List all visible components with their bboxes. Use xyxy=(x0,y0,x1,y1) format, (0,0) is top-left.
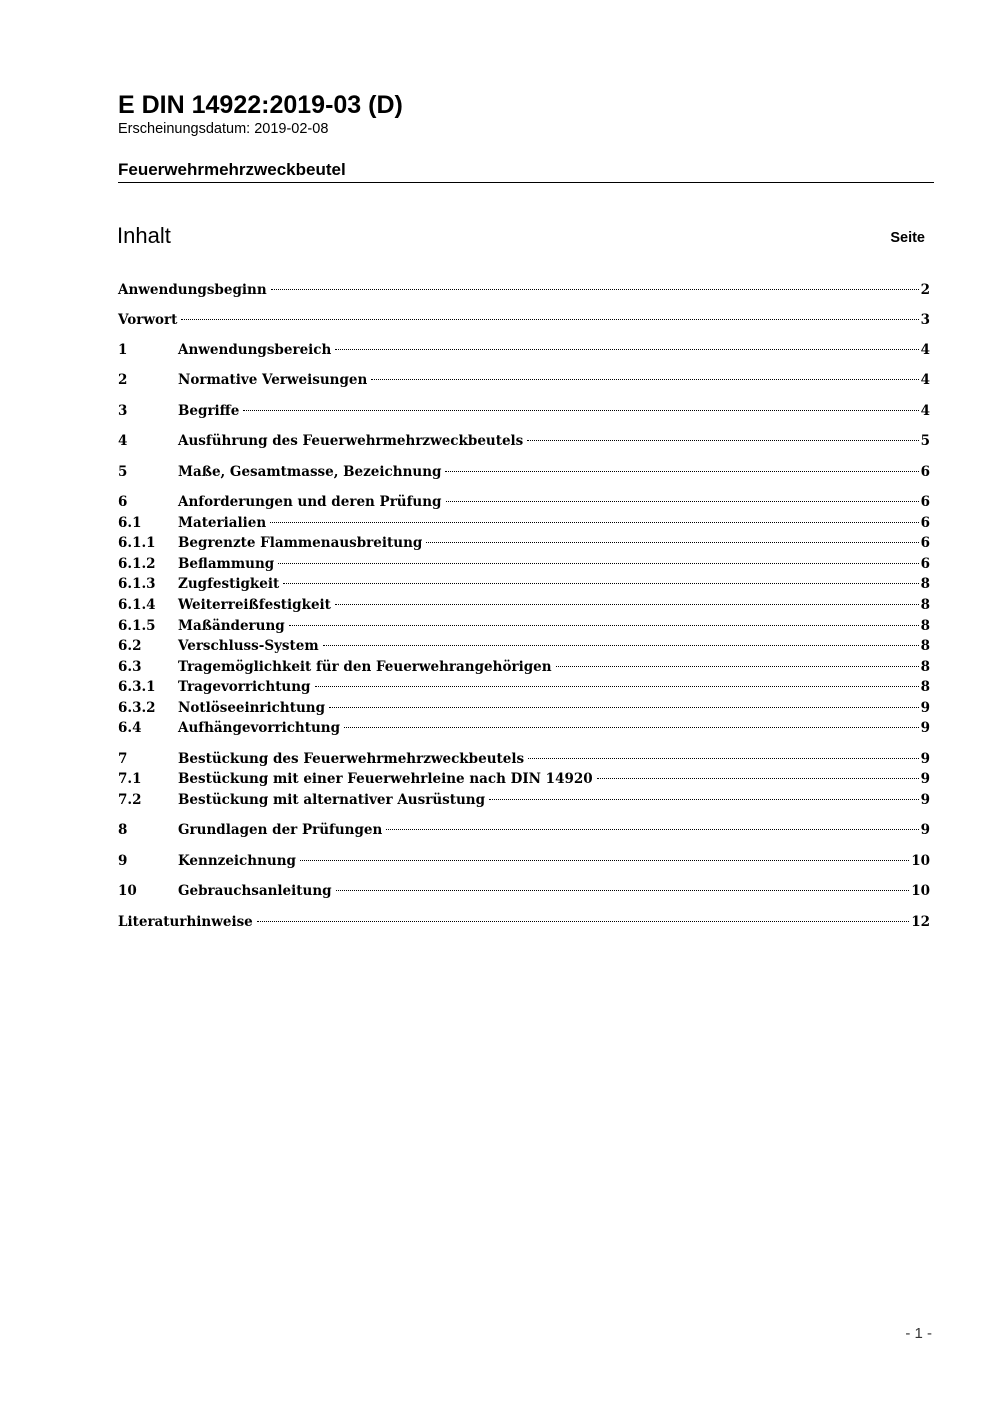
toc-dot-leader xyxy=(300,860,909,861)
document-title: E DIN 14922:2019-03 (D) xyxy=(118,91,403,119)
toc-entry-number: 6.3 xyxy=(118,659,142,675)
toc-entry-page: 6 xyxy=(920,464,930,480)
toc-entry-title: Grundlagen der Prüfungen xyxy=(178,822,383,838)
toc-entry-6-3[interactable] xyxy=(118,657,930,677)
toc-entry-number: 8 xyxy=(118,822,128,838)
toc-entry-page: 6 xyxy=(920,494,930,510)
toc-entry-3[interactable] xyxy=(118,401,930,421)
toc-entry-page: 9 xyxy=(920,700,930,716)
toc-entry-6-1-2[interactable] xyxy=(118,554,930,574)
toc-entry-title: Begriffe xyxy=(178,403,240,419)
toc-dot-leader xyxy=(597,778,919,779)
toc-entry-page: 10 xyxy=(911,883,930,899)
toc-entry-title: Bestückung mit alternativer Ausrüstung xyxy=(178,792,486,808)
toc-entry-page: 4 xyxy=(920,372,930,388)
toc-dot-leader xyxy=(344,727,919,728)
toc-entry-number: 6.1.5 xyxy=(118,618,156,634)
toc-dot-leader xyxy=(323,645,919,646)
toc-entry-page: 9 xyxy=(920,822,930,838)
toc-dot-leader xyxy=(271,289,919,290)
toc-entry-title: Anwendungsbereich xyxy=(178,342,332,358)
toc-entry-title: Zugfestigkeit xyxy=(178,576,280,592)
toc-entry-number: 6.1.4 xyxy=(118,597,156,613)
toc-entry-title: Anwendungsbeginn xyxy=(118,282,267,298)
toc-entry-title: Begrenzte Flammenausbreitung xyxy=(178,535,423,551)
toc-dot-leader xyxy=(278,563,918,564)
toc-entry-10[interactable] xyxy=(118,881,930,901)
toc-entry-6-1-5[interactable] xyxy=(118,616,930,636)
toc-entry-number: 4 xyxy=(118,433,128,449)
toc-entry-page: 10 xyxy=(911,853,930,869)
toc-entry-title: Anforderungen und deren Prüfung xyxy=(178,494,442,510)
toc-entry-page: 8 xyxy=(920,576,930,592)
toc-entry-page: 8 xyxy=(920,618,930,634)
toc-dot-leader xyxy=(243,410,918,411)
toc-entry-number: 6.2 xyxy=(118,638,142,654)
toc-entry-title: Literaturhinweise xyxy=(118,914,253,930)
toc-entry-6-4[interactable] xyxy=(118,718,930,738)
toc-entry-title: Maße, Gesamtmasse, Bezeichnung xyxy=(178,464,442,480)
publication-date: Erscheinungsdatum: 2019-02-08 xyxy=(118,121,329,137)
toc-entry-title: Verschluss-System xyxy=(178,638,319,654)
toc-entry-6-2[interactable] xyxy=(118,636,930,656)
toc-entry-title: Weiterreißfestigkeit xyxy=(178,597,331,613)
toc-entry-title: Notlöseeinrichtung xyxy=(178,700,326,716)
toc-entry-page: 12 xyxy=(911,914,930,930)
toc-entry-page: 6 xyxy=(920,556,930,572)
toc-entry-number: 2 xyxy=(118,372,128,388)
toc-entry-number: 5 xyxy=(118,464,128,480)
toc-entry-page: 6 xyxy=(920,515,930,531)
toc-entry-page: 5 xyxy=(920,433,930,449)
toc-entry-page: 8 xyxy=(920,597,930,613)
toc-entry-page: 8 xyxy=(920,679,930,695)
toc-dot-leader xyxy=(329,707,919,708)
toc-entry-6-1[interactable] xyxy=(118,513,930,533)
toc-entry-page: 4 xyxy=(920,342,930,358)
toc-entry-title: Kennzeichnung xyxy=(178,853,296,869)
toc-dot-leader xyxy=(283,583,918,584)
toc-dot-leader xyxy=(556,666,919,667)
toc-dot-leader xyxy=(446,501,919,502)
toc-entry-title: Vorwort xyxy=(118,312,178,328)
toc-entry-title: Ausführung des Feuerwehrmehrzweckbeutels xyxy=(178,433,524,449)
toc-entry-page: 9 xyxy=(920,720,930,736)
toc-dot-leader xyxy=(527,440,918,441)
toc-dot-leader xyxy=(445,471,918,472)
toc-entry-5[interactable] xyxy=(118,462,930,482)
toc-dot-leader xyxy=(335,604,919,605)
title-divider xyxy=(118,182,934,183)
toc-dot-leader xyxy=(315,686,919,687)
toc-entry-title: Aufhängevorrichtung xyxy=(178,720,341,736)
toc-entry-8[interactable] xyxy=(118,820,930,840)
toc-entry-number: 3 xyxy=(118,403,128,419)
toc-entry-number: 6.1.1 xyxy=(118,535,156,551)
toc-entry-9[interactable] xyxy=(118,851,930,871)
toc-dot-leader xyxy=(371,379,918,380)
toc-dot-leader xyxy=(181,319,918,320)
toc-entry-number: 7 xyxy=(118,751,128,767)
toc-entry-6-1-3[interactable] xyxy=(118,574,930,594)
document-subtitle: Feuerwehrmehrzweckbeutel xyxy=(118,160,346,179)
toc-entry-title: Bestückung des Feuerwehrmehrzweckbeutels xyxy=(178,751,525,767)
toc-entry-6-3-2[interactable] xyxy=(118,698,930,718)
toc-entry-4[interactable] xyxy=(118,431,930,451)
toc-entry-vorwort[interactable] xyxy=(118,310,930,330)
toc-entry-title: Bestückung mit einer Feuerwehrleine nach DIN 14920 xyxy=(178,771,593,787)
toc-heading: Inhalt xyxy=(117,223,171,248)
toc-entry-number: 6.1.3 xyxy=(118,576,156,592)
page-number: - 1 - xyxy=(905,1325,932,1342)
toc-entry-number: 6.1.2 xyxy=(118,556,156,572)
toc-entry-title: Tragevorrichtung xyxy=(178,679,311,695)
toc-entry-6-1-1[interactable] xyxy=(118,533,930,553)
toc-entry-7[interactable] xyxy=(118,749,930,769)
toc-entry-anwendungsbeginn[interactable] xyxy=(118,280,930,300)
toc-entry-7-2[interactable] xyxy=(118,790,930,810)
toc-entry-7-1[interactable] xyxy=(118,769,930,789)
toc-entry-title: Beflammung xyxy=(178,556,275,572)
toc-dot-leader xyxy=(270,522,918,523)
toc-entry-page: 8 xyxy=(920,659,930,675)
toc-page-column-label: Seite xyxy=(890,230,925,246)
toc-entry-page: 8 xyxy=(920,638,930,654)
toc-entry-number: 7.2 xyxy=(118,792,142,808)
toc-entry-6[interactable] xyxy=(118,492,930,512)
toc-entry-page: 9 xyxy=(920,771,930,787)
toc-entry-title: Gebrauchsanleitung xyxy=(178,883,332,899)
toc-dot-leader xyxy=(289,625,919,626)
toc-dot-leader xyxy=(426,542,918,543)
toc-dot-leader xyxy=(336,890,910,891)
toc-entry-page: 6 xyxy=(920,535,930,551)
toc-dot-leader xyxy=(257,921,909,922)
toc-entry-6-3-1[interactable] xyxy=(118,677,930,697)
toc-entry-number: 6.1 xyxy=(118,515,142,531)
toc-entry-page: 9 xyxy=(920,751,930,767)
toc-dot-leader xyxy=(489,799,919,800)
toc-dot-leader xyxy=(528,758,919,759)
toc-entry-number: 1 xyxy=(118,342,128,358)
toc-entry-page: 4 xyxy=(920,403,930,419)
toc-dot-leader xyxy=(335,349,918,350)
toc-entry-page: 9 xyxy=(920,792,930,808)
toc-entry-title: Materialien xyxy=(178,515,267,531)
toc-entry-2[interactable] xyxy=(118,370,930,390)
toc-entry-literaturhinweise[interactable] xyxy=(118,912,930,932)
toc-entry-number: 10 xyxy=(118,883,137,899)
toc-dot-leader xyxy=(386,829,918,830)
toc-entry-title: Tragemöglichkeit für den Feuerwehrangehörigen xyxy=(178,659,552,675)
toc-entry-title: Normative Verweisungen xyxy=(178,372,368,388)
toc-entry-page: 2 xyxy=(920,282,930,298)
toc-entry-number: 6.4 xyxy=(118,720,142,736)
toc-entry-1[interactable] xyxy=(118,340,930,360)
toc-entry-number: 6.3.1 xyxy=(118,679,156,695)
toc-entry-page: 3 xyxy=(920,312,930,328)
toc-entry-6-1-4[interactable] xyxy=(118,595,930,615)
toc-entry-number: 6.3.2 xyxy=(118,700,156,716)
toc-entry-title: Maßänderung xyxy=(178,618,285,634)
toc-entry-number: 6 xyxy=(118,494,128,510)
toc-entry-number: 7.1 xyxy=(118,771,142,787)
toc-entry-number: 9 xyxy=(118,853,128,869)
